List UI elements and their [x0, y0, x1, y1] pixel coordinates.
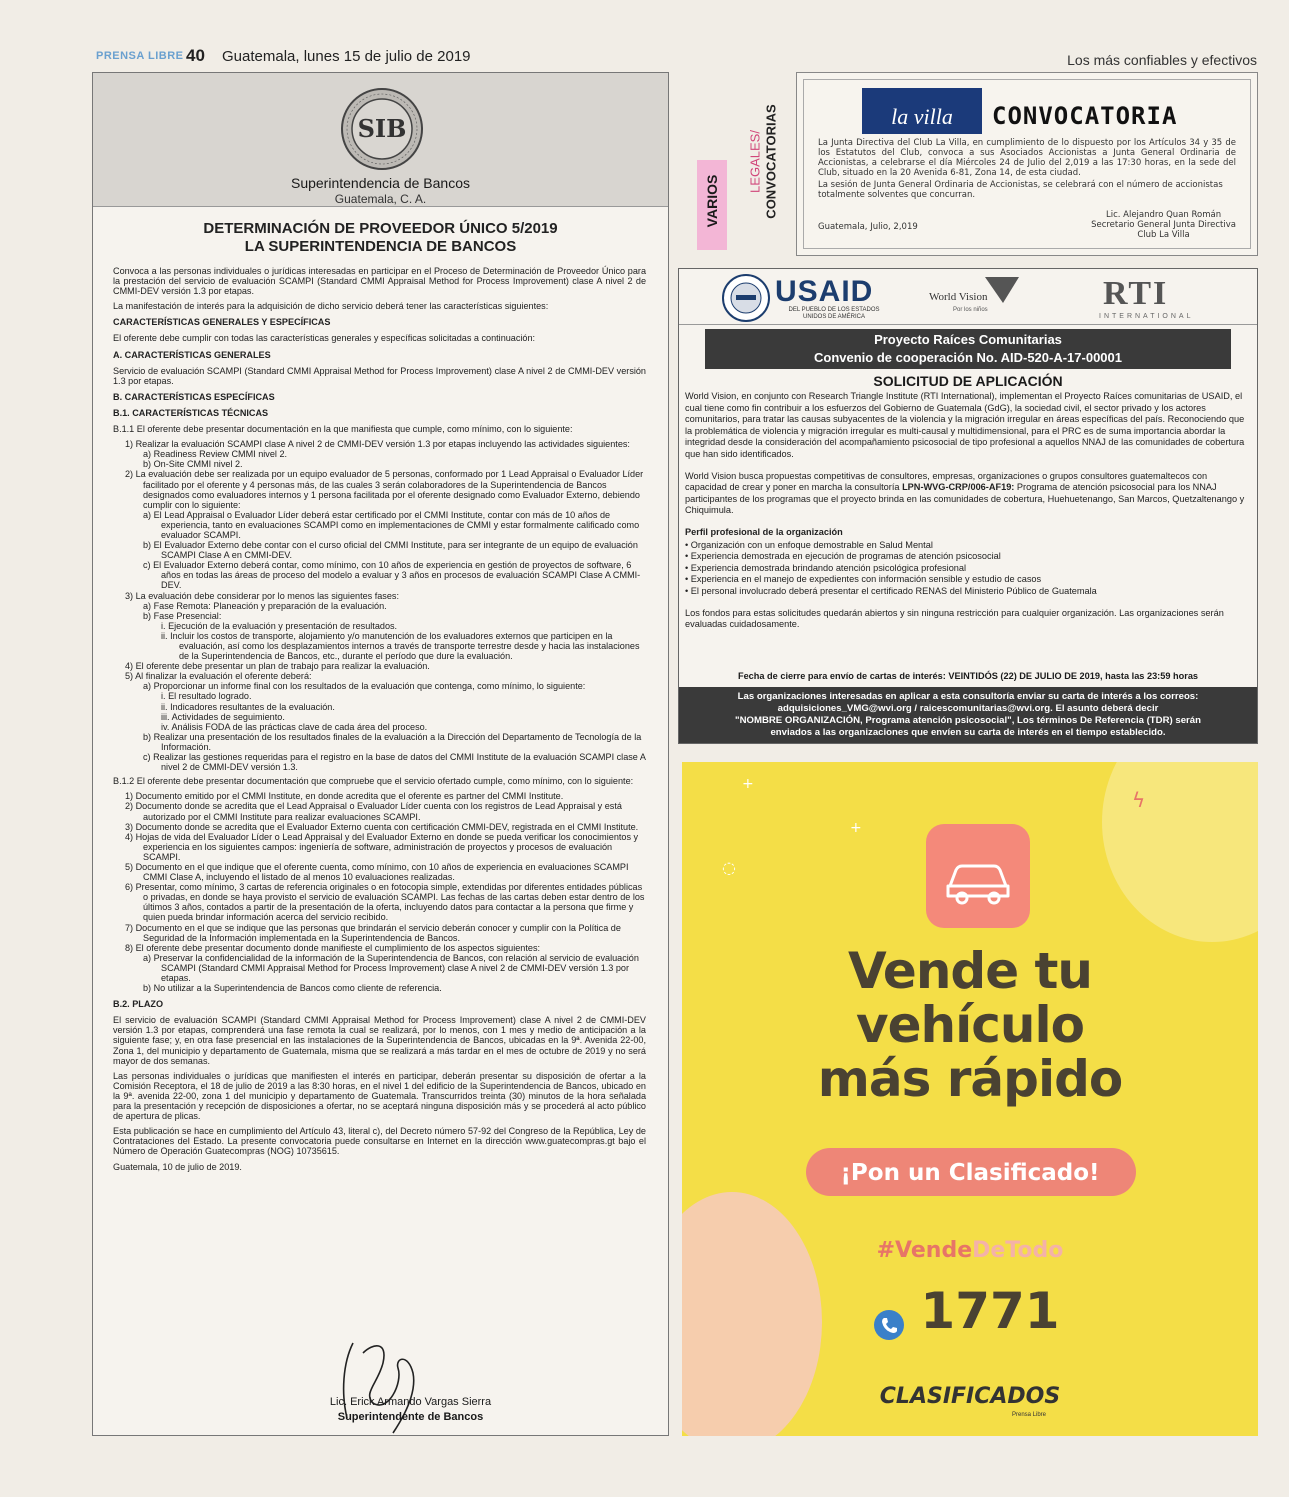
heading-b1: B.1. CARACTERÍSTICAS TÉCNICAS — [113, 407, 269, 418]
page-number: 40 — [186, 46, 205, 65]
list-item: 4) Hojas de vida del Evaluador Líder o Lead Appraisal y del Evaluador Externo en donde se pueda verificar los conocimientos y experiencia en los siguientes campos: ingeniería de software, administración de proyectos y procesos de evaluación SCAMPI. — [125, 831, 639, 862]
ad-headline-line2: vehículo — [856, 996, 1084, 1054]
rti-logo-sub: INTERNATIONAL — [1099, 313, 1194, 320]
paragraph-submission: Las personas individuales o jurídicas que manifiesten el interés en participar, deberán presentar su disposición de ofertar a la Comisión Receptora, el 18 de julio de 2019 a las 8:30 horas, en el nivel 1 del edificio de la Superintendencia de Bancos, ubicado en la 9ª. avenida 22-00, zona 1 del municipio y departamento de Guatemala. Transcurridos treinta (30) minutos de la hora señalada para la presentación y recepción de disposiciones a ofertar, no se aceptará ninguna disposición más y se procederá al acto público de apertura de plicas. — [113, 1070, 646, 1122]
list-item: a) Fase Remota: Planeación y preparación de la evaluación. — [143, 600, 387, 611]
usaid-paragraph-3: Los fondos para estas solicitudes quedarán abiertos y sin ninguna restricción para cualquier organización. Las organizaciones serán evaluadas cuidadosamente. — [685, 607, 1224, 630]
list-item: • El personal involucrado deberá presentar el certificado RENAS del Ministerio Público de Guatemala — [685, 585, 1097, 596]
world-vision-logo: World Vision — [929, 291, 988, 303]
project-band — [705, 329, 1231, 369]
paragraph-b2: El servicio de evaluación SCAMPI (Standard CMMI Appraisal Method for Process Improvement) clase A nivel 2 de CMMI-DEV versión 1.3 por etapas, comprenderá una fase remota la cual se realizará, por lo menos, con 1 mes y medio de anticipación a la siguiente fase; y, en otra fase presencial en las instalaciones de la Superintendencia de Bancos, ubicadas en la 9ª. Avenida 22-00, Zona 1, del municipio y departamento de Guatemala, misma que se realizará a más tardar en el mes de octubre de 2019 y no será mayor de dos semanas. — [113, 1015, 646, 1066]
clasificados-logo: CLASIFICADOS — [879, 1384, 1061, 1409]
requirements-list-2 — [113, 791, 646, 993]
list-item: 5) Al finalizar la evaluación el oferente deberá: — [125, 671, 312, 682]
notice-title-line2: LA SUPERINTENDENCIA DE BANCOS — [244, 238, 517, 255]
notice-body — [113, 266, 646, 1177]
paragraph-publication: Esta publicación se hace en cumplimiento del Artículo 43, literal c), del Decreto número 57-92 del Congreso de la República, Ley de Contrataciones del Estado. La presente convocatoria puede consultarse en Internet en la dirección www.guatecompras.gt bajo el Número de Operación Guatecompras (NOG) 10735615. — [113, 1126, 646, 1157]
villa-signer: Lic. Alejandro Quan Román — [1105, 210, 1222, 220]
contact-line-4: enviados a las organizaciones que envíen su carta de interés en el tiempo establecido. — [770, 727, 1166, 738]
ad-headline-line3: más rápido — [817, 1050, 1123, 1108]
sparkle-icon: ◌ — [722, 858, 736, 877]
list-item: iv. Análisis FODA de las prácticas clave de cada área del proceso. — [161, 721, 428, 732]
signer-name: Lic. Erick Armando Vargas Sierra — [329, 1396, 492, 1408]
intro-paragraph: Convoca a las personas individuales o jurídicas interesadas en participar en el Proceso de Determinación de Proveedor Único para la prestación del servicio de evaluación SCAMPI (Standard CMMI Appraisal Method for Process Improvement) clase A nivel 2 de CMMI-DEV versión 1.3 por etapas. — [113, 266, 646, 297]
car-tile — [926, 824, 1030, 928]
list-item: 5) Documento en el que indique que el oferente cuenta, como mínimo, con 10 años de experiencia en evaluaciones SCAMPI CMMI Clase A, incluyendo el listado de al menos 10 evaluaciones realizadas. — [125, 861, 629, 883]
svg-text:SIB: SIB — [357, 114, 407, 143]
hashtag: #VendeDeTodo — [876, 1238, 1064, 1263]
list-item: a) El Lead Appraisal o Evaluador Líder deberá estar certificado por el CMMI Institute, contar con más de 10 años de experiencia, tanto en evaluaciones SCAMPI como en implementaciones de CMMI y estar formalmente calificado como evaluador SCAMPI. — [143, 509, 640, 540]
section-tagline: Los más confiables y efectivos — [1067, 52, 1257, 68]
list-item: 1) Realizar la evaluación SCAMPI clase A nivel 2 de CMMI-DEV versión 1.3 por etapas incluyendo las actividades siguientes: — [125, 439, 630, 450]
ad-headline — [682, 944, 1258, 1106]
list-item: c) El Evaluador Externo deberá contar, como mínimo, con 10 años de experiencia en gestión de proyectos de software, 6 años en todas las áreas de proceso del modelo a evaluar y 3 años en procesos de evaluación SCAMPI Clase A CMMI-DEV. — [143, 560, 641, 591]
paragraph-b11: B.1.1 El oferente debe presentar documentación en la que manifiesta que cumple, como mínimo, con lo siguiente: — [113, 424, 573, 435]
villa-paragraph-1: La Junta Directiva del Club La Villa, en cumplimiento de lo dispuesto por los Artículos 34 y 35 de los Estatutos del Club, convoca a sus Asociados Accionistas a Junta General Ordinaria de Accionistas, a celebrarse el día Miércoles 24 de Julio del 2,019 a las 17:30 horas, en la sede del Club, situado en la 20 Avenida 6-81, Zona 14, de esta ciudad. — [818, 138, 1236, 178]
closing-date: Fecha de cierre para envío de cartas de interés: VEINTIDÓS (22) DE JULIO DE 2019, hasta las 23:59 horas — [737, 671, 1199, 681]
project-name: Proyecto Raíces Comunitarias — [874, 332, 1062, 347]
sparkle-icon: + — [850, 820, 862, 836]
squiggle-icon: ϟ — [1132, 788, 1146, 812]
list-item: b) El Evaluador Externo debe contar con el curso oficial del CMMI Institute, para ser integrante de un equipo de evaluación SCAMPI Clase A en CMMI-DEV. — [143, 540, 638, 561]
list-item: 8) El oferente debe presentar documento donde manifieste el cumplimiento de los aspectos siguientes: — [125, 942, 541, 953]
villa-convocatoria — [796, 72, 1258, 256]
sib-name: Superintendencia de Bancos — [290, 175, 471, 191]
list-item: • Experiencia demostrada en ejecución de programas de atención psicosocial — [685, 551, 1001, 562]
contact-line-2: adquisiciones_VMG@wvi.org / raicescomunitarias@wvi.org. El asunto deberá decir — [777, 703, 1159, 714]
usaid-logo: USAID — [775, 275, 874, 308]
heading-a: A. CARACTERÍSTICAS GENERALES — [113, 349, 271, 360]
agreement-number: Convenio de cooperación No. AID-520-A-17-00001 — [814, 350, 1122, 365]
intro-paragraph-2: La manifestación de interés para la adquisición de dicho servicio deberá tener las características siguientes: — [113, 301, 549, 312]
notice-title-line1: DETERMINACIÓN DE PROVEEDOR ÚNICO 5/2019 — [203, 220, 558, 237]
list-item: ii. Incluir los costos de transporte, alojamiento y/o manutención de los evaluadores externos que participen en la evaluación, así como los desplazamientos internos a través de transporte terrestre desde y hacia las instalaciones de la Superintendencia de Bancos, etc., durante el período que dure la evaluación. — [161, 630, 640, 662]
paragraph-a: Servicio de evaluación SCAMPI (Standard CMMI Appraisal Method for Process Improvement) clase A nivel 2 de CMMI-DEV versión 1.3 por etapas. — [113, 365, 646, 386]
usaid-paragraph-2: World Vision busca propuestas competitivas de consultores, empresas, organizaciones o grupos consultores guatemaltecos con capacidad de crear y poner en marcha la consultoría LPN-WVG-CRP/006-AF19: Programa de atención psicosocial para los NNAJ participantes de los programas que el proyecto brinda en las comunidades de cobertura, Huehuetenango, San Marcos, Quetzaltenango y Chiquimula. — [685, 470, 1245, 516]
clasificados-logo-sub: Prensa Libre — [1012, 1412, 1047, 1418]
list-item: • Experiencia en el manejo de expedientes con información sensible y estudio de casos — [685, 574, 1042, 585]
section-legales-text: LEGALES/ — [747, 130, 763, 193]
sib-place: Guatemala, C. A. — [334, 192, 427, 206]
list-item: iii. Actividades de seguimiento. — [161, 711, 285, 722]
list-item: b) Realizar una presentación de los resultados finales de la evaluación a la Dirección del Departamento de Tecnología de la Información. — [143, 731, 642, 752]
heading-general-specific: CARACTERÍSTICAS GENERALES Y ESPECÍFICAS — [113, 317, 331, 328]
sparkle-icon: + — [742, 776, 754, 792]
sponsor-logos — [679, 269, 1257, 325]
list-item: • Experiencia demostrada brindando atención psicológica profesional — [685, 562, 967, 573]
list-item: 2) La evaluación debe ser realizada por un equipo evaluador de 5 personas, conformado por 1 Lead Appraisal o Evaluador Líder facilitado por el oferente y 4 personas más, de las cuales 3 serán colaboradores de la Superintendencia de Bancos designados como evaluadores internos y 1 persona facilitada por el oferente designado como Evaluador Externo, debiendo cumplir con lo siguiente: — [125, 469, 644, 510]
sib-header — [93, 73, 668, 207]
list-item: b) Fase Presencial: — [143, 610, 222, 621]
usaid-body — [685, 391, 1251, 641]
notice-date: Guatemala, 10 de julio de 2019. — [113, 1161, 242, 1172]
requirements-list-1 — [113, 439, 646, 772]
world-vision-star-icon — [983, 275, 1021, 305]
list-item: 2) Documento donde se acredita que el Lead Appraisal o Evaluador Líder cuenta con los registros de Lead Appraisal y está autorizado por el CMMI Institute para realizar evaluaciones SCAMPI. — [125, 801, 622, 822]
list-item: 3) Documento donde se acredita que el Evaluador Externo cuenta con certificación CMMI-DEV, registrada en el CMMI Institute. — [125, 821, 639, 832]
paragraph-general: El oferente debe cumplir con todas las características generales y específicas solicitadas a continuación: — [113, 333, 536, 344]
paragraph-b12: B.1.2 El oferente debe presentar documentación que compruebe que el servicio ofertado cumple, como mínimo, con lo siguiente: — [113, 776, 634, 787]
contact-band — [679, 687, 1257, 743]
car-icon — [926, 824, 1030, 928]
list-item: ii. Indicadores resultantes de la evaluación. — [161, 701, 335, 712]
list-item: i. Ejecución de la evaluación y presentación de resultados. — [161, 620, 398, 631]
villa-signer-org: Club La Villa — [1137, 230, 1190, 240]
list-item: a) Proporcionar un informe final con los resultados de la evaluación que contenga, como mínimo, lo siguiente: — [143, 681, 586, 692]
sib-notice — [92, 72, 669, 1436]
villa-date: Guatemala, Julio, 2,019 — [818, 222, 918, 232]
notice-title — [93, 220, 668, 256]
villa-title: CONVOCATORIA — [992, 102, 1178, 130]
list-item: 7) Documento en el que se indique que las personas que brindarán el servicio deberán conocer y cumplir con la Política de Seguridad de la Información implementada en la Superintendencia de Bancos. — [125, 922, 621, 943]
contact-line-1: Las organizaciones interesadas en aplicar a esta consultoría enviar su carta de interés a los correos: — [737, 691, 1199, 702]
section-label-legales — [730, 88, 779, 250]
contact-line-3: "NOMBRE ORGANIZACIÓN, Programa atención psicosocial", Los términos De Referencia (TDR) serán — [735, 715, 1201, 726]
signature-icon — [333, 1323, 433, 1443]
list-item: c) Realizar las gestiones requeridas para el registro en la base de datos del CMMI Institute de la evaluación SCAMPI clase A nivel 2 de CMMI-DEV versión 1.3. — [143, 752, 646, 773]
list-item: • Organización con un enfoque demostrable en Salud Mental — [685, 539, 933, 550]
section-label-varios: VARIOS — [697, 160, 727, 250]
newspaper-brand: PRENSA LIBRE — [96, 50, 184, 62]
heading-b2: B.2. PLAZO — [113, 999, 164, 1010]
usaid-seal-icon — [721, 273, 771, 323]
decorative-blob — [1102, 762, 1258, 942]
list-item: a) Preservar la confidencialidad de la información de la Superintendencia de Bancos, con relación al servicio de evaluación SCAMPI (Standard CMMI Appraisal Method for Process Improvement) clase A nivel 2 de CMMI-DEV versión 1.3 por etapas. — [143, 952, 639, 983]
villa-signer-title: Secretario General Junta Directiva — [1091, 220, 1236, 230]
usaid-logo-sub: DEL PUEBLO DE LOS ESTADOS UNIDOS DE AMÉRICA — [788, 307, 880, 320]
list-item: 4) El oferente debe presentar un plan de trabajo para realizar la evaluación. — [125, 661, 430, 672]
phone-number: 1771 — [920, 1282, 1060, 1340]
signer-title: Superintendente de Bancos — [337, 1411, 484, 1423]
usaid-notice — [678, 268, 1258, 744]
list-item: b) On-Site CMMI nivel 2. — [143, 459, 243, 470]
heading-b: B. CARACTERÍSTICAS ESPECÍFICAS — [113, 391, 275, 402]
cta-text: ¡Pon un Clasificado! — [840, 1160, 1100, 1186]
issue-date: Guatemala, lunes 15 de julio de 2019 — [222, 48, 471, 65]
sib-seal-icon — [340, 87, 424, 171]
villa-paragraph-2: La sesión de Junta General Ordinaria de Accionistas, se celebrará con el número de accionistas totalmente solventes que concurran. — [818, 180, 1223, 200]
rti-logo: RTI — [1103, 275, 1169, 312]
list-item: a) Readiness Review CMMI nivel 2. — [143, 449, 288, 460]
section-convocatorias-text: CONVOCATORIAS — [763, 104, 779, 219]
villa-signature — [1091, 210, 1236, 240]
ad-headline-line1: Vende tu — [847, 942, 1093, 1000]
list-item: 1) Documento emitido por el CMMI Institute, en donde acredita que el oferente es partner del CMMI Institute. — [125, 791, 564, 802]
classifieds-ad — [682, 762, 1258, 1436]
list-item: 6) Presentar, como mínimo, 3 cartas de referencia originales o en fotocopia simple, extendidas por diferentes entidades públicas o privadas, en donde se haya provisto el servicio de evaluación SCAMPI. Las fechas de las cartas deben estar dentro de los últimos 3 años, contados a partir de la presentación de la oferta, incluyendo datos para contactar a la persona que firme y quien pueda brindar información acerca del servicio recibido. — [125, 882, 645, 923]
list-item: i. El resultado logrado. — [161, 691, 252, 702]
application-title: SOLICITUD DE APLICACIÓN — [873, 373, 1063, 389]
profile-list — [685, 540, 1251, 598]
list-item: b) No utilizar a la Superintendencia de Bancos como cliente de referencia. — [143, 983, 442, 994]
world-vision-sub: Por los niños — [953, 307, 988, 313]
villa-logo: la villa — [862, 88, 982, 134]
profile-heading: Perfil profesional de la organización — [685, 526, 843, 537]
usaid-paragraph-1: World Vision, en conjunto con Research Triangle Institute (RTI International), implementan el Proyecto Raíces comunitarias de USAID, el cual tiene como fin contribuir a los esfuerzos del Gobierno de Guatemala (GdG), la sociedad civil, el sector privado y los actores comunitarios, para tratar las causas subyacentes de la violencia y la migración irregular en áreas específicas del país. Reconociendo que la problemática de violencia y migración irregular es multi-causal y multidimensional, para el PRC es de suma importancia abordar la integridad desde la consideración del acompañamiento psicosocial de tipo profesional a aquellos NNAJ de las comunidades de cobertura que han sido identificados. — [685, 391, 1245, 459]
list-item: 3) La evaluación debe considerar por lo menos las siguientes fases: — [125, 590, 399, 601]
